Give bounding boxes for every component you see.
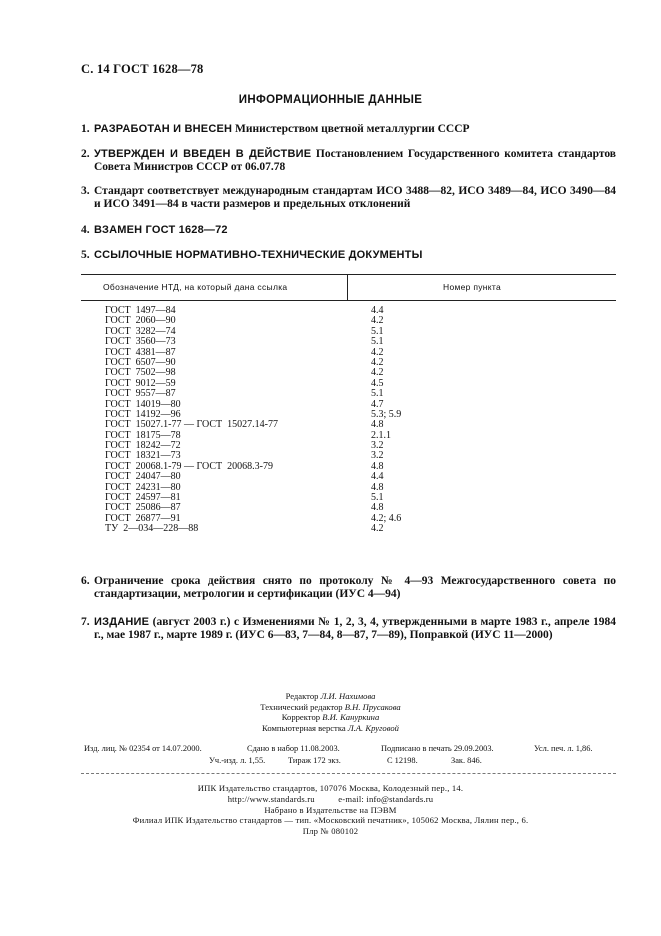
table-row [0, 379, 661, 389]
dashed-divider [81, 773, 616, 774]
clause-number: 5.1 [371, 388, 384, 400]
page-header: С. 14 ГОСТ 1628—78 [81, 62, 204, 76]
clause-number: 5.1 [371, 492, 384, 504]
clause-number: 4.8 [371, 481, 384, 493]
table-row [0, 441, 661, 451]
ntd-designation: ГОСТ 24047—80 [105, 471, 181, 483]
clause-number: 4.4 [371, 305, 384, 316]
table-row [0, 514, 661, 524]
printing-branch: Филиал ИПК Издательство стандартов — тип. «Московский печатник», 105062 Москва, Лялин пер., 6. [132, 815, 529, 826]
edu-sheets: Уч.-изд. л. 1,55. [209, 756, 266, 765]
clause-number: 4.8 [371, 502, 384, 514]
clause-number: 5.3; 5.9 [371, 408, 402, 420]
clause-number: 4.2 [371, 523, 384, 535]
table-row [0, 327, 661, 337]
table-row [0, 524, 661, 534]
clause-number: 4.2 [371, 367, 384, 379]
item-text: Стандарт соответствует международным стандартам ИСО 3488—82, ИСО 3489—84, ИСО 3490—84 и ИСО 3491—84 в части размеров и предельных отклонений [94, 185, 616, 210]
ntd-designation: ГОСТ 3282—74 [105, 325, 176, 337]
info-item-6 [81, 575, 616, 601]
credit-layout: Компьютерная верстка Л.А. Круговой [262, 722, 399, 733]
ntd-designation: ГОСТ 18321—73 [105, 450, 181, 462]
ntd-designation: ГОСТ 18242—72 [105, 440, 181, 452]
publisher-footer [0, 783, 661, 837]
ntd-designation: ТУ 2—034—228—88 [105, 523, 199, 535]
credits-block [0, 691, 661, 733]
table-row [0, 348, 661, 358]
ntd-designation: ГОСТ 2060—90 [105, 315, 176, 327]
table-row [0, 503, 661, 513]
item-text: ИЗДАНИЕ (август 2003 г.) с Изменениями № 1, 2, 3, 4, утвержденными в марте 1983 г., апреле 1984 г., мае 1987 г., марте 1989 г. (ИУС 6—83, 7—84, 8—87, 7—89), Поправкой (ИУС 11—2000) [94, 616, 616, 641]
clause-number: 4.8 [371, 419, 384, 431]
info-item-1 [81, 123, 616, 136]
ntd-designation: ГОСТ 15027.1-77 — ГОСТ 15027.14-77 [105, 419, 278, 431]
signed-date: Подписано в печать 29.09.2003. [381, 744, 494, 753]
typeset-note: Набрано в Издательстве на ПЭВМ [264, 804, 397, 815]
item-text: ССЫЛОЧНЫЕ НОРМАТИВНО-ТЕХНИЧЕСКИЕ ДОКУМЕНТЫ [94, 249, 423, 261]
item-number: 1. [81, 123, 90, 135]
ntd-designation: ГОСТ 4381—87 [105, 346, 176, 358]
table-row [0, 483, 661, 493]
ntd-designation: ГОСТ 24597—81 [105, 492, 181, 504]
item-number: 2. [81, 148, 90, 160]
circulation: Тираж 172 экз. [288, 756, 341, 765]
table-top-rule [81, 274, 616, 275]
clause-number: 4.2; 4.6 [371, 512, 402, 524]
table-row [0, 462, 661, 472]
info-item-7 [81, 616, 616, 642]
ntd-designation: ГОСТ 1497—84 [105, 305, 176, 316]
order-number: Зак. 846. [451, 756, 482, 765]
ntd-designation: ГОСТ 20068.1-79 — ГОСТ 20068.3-79 [105, 460, 273, 472]
ntd-designation: ГОСТ 18175—78 [105, 429, 181, 441]
publisher-address: ИПК Издательство стандартов, 107076 Москва, Колодезный пер., 14. [197, 783, 464, 793]
table-column-divider [347, 274, 348, 300]
table-row [0, 410, 661, 420]
table-row [0, 368, 661, 378]
table-row [0, 472, 661, 482]
item-text: УТВЕРЖДЕН И ВВЕДЕН В ДЕЙСТВИЕ Постановлением Государственного комитета стандартов Совета Министров СССР от 06.07.78 [94, 148, 616, 173]
ntd-designation: ГОСТ 9012—59 [105, 377, 176, 389]
table-row [0, 451, 661, 461]
table-row [0, 420, 661, 430]
table-row [0, 316, 661, 326]
table-row [0, 337, 661, 347]
clause-number: 2.1.1 [371, 429, 391, 441]
item-number: 6. [81, 575, 90, 587]
table-header-rule [81, 300, 616, 301]
credit-proofreader: Корректор В.И. Кануркина [281, 712, 380, 723]
ntd-designation: ГОСТ 9557—87 [105, 388, 176, 400]
clause-number: 4.8 [371, 460, 384, 472]
clause-number: 4.5 [371, 377, 384, 389]
item-text: Ограничение срока действия снято по протоколу № 4—93 Межгосударственного совета по стандартизации, метрологии и сертификации (ИУС 4—94) [94, 575, 616, 600]
info-item-4 [81, 224, 616, 237]
item-number: 7. [81, 616, 90, 628]
table-row [0, 493, 661, 503]
ntd-designation: ГОСТ 3560—73 [105, 336, 176, 348]
ntd-designation: ГОСТ 6507—90 [105, 356, 176, 368]
license-plr: Плр № 080102 [302, 826, 359, 837]
order-code: С 12198. [387, 756, 418, 765]
ntd-designation: ГОСТ 7502—98 [105, 367, 176, 379]
item-number: 3. [81, 185, 90, 197]
clause-number: 4.4 [371, 471, 384, 483]
ntd-designation: ГОСТ 26877—91 [105, 512, 181, 524]
table-row [0, 306, 661, 316]
table-header-clause: Номер пункта [443, 282, 502, 292]
table-header-document: Обозначение НТД, на который дана ссылка [103, 282, 288, 292]
item-text: РАЗРАБОТАН И ВНЕСЕН Министерством цветной металлургии СССР [94, 123, 470, 135]
table-row [0, 431, 661, 441]
clause-number: 4.2 [371, 315, 384, 327]
clause-number: 3.2 [371, 450, 384, 462]
clause-number: 4.2 [371, 346, 384, 358]
clause-number: 4.7 [371, 398, 384, 410]
clause-number: 4.2 [371, 356, 384, 368]
set-date: Сдано в набор 11.08.2003. [247, 744, 340, 753]
publisher-web-email: http://www.standards.ru e-mail: info@standards.ru [227, 793, 434, 804]
ntd-designation: ГОСТ 24231—80 [105, 481, 181, 493]
credit-editor: Редактор Л.И. Нахимова [285, 691, 376, 701]
table-row [0, 400, 661, 410]
section-title: ИНФОРМАЦИОННЫЕ ДАННЫЕ [238, 94, 423, 106]
license-number: Изд. лиц. № 02354 от 14.07.2000. [84, 744, 202, 753]
info-item-2 [81, 148, 616, 174]
print-sheets: Усл. печ. л. 1,86. [534, 744, 593, 753]
credit-tech-editor: Технический редактор В.Н. Прусакова [260, 701, 401, 712]
clause-number: 3.2 [371, 440, 384, 452]
reference-table-body [0, 306, 661, 535]
clause-number: 5.1 [371, 325, 384, 337]
info-item-5 [81, 249, 616, 262]
item-text: ВЗАМЕН ГОСТ 1628—72 [94, 224, 228, 236]
item-number: 4. [81, 224, 90, 236]
clause-number: 5.1 [371, 336, 384, 348]
ntd-designation: ГОСТ 25086—87 [105, 502, 181, 514]
ntd-designation: ГОСТ 14192—96 [105, 408, 181, 420]
table-row [0, 358, 661, 368]
table-row [0, 389, 661, 399]
item-number: 5. [81, 249, 90, 261]
ntd-designation: ГОСТ 14019—80 [105, 398, 181, 410]
info-item-3 [81, 185, 616, 211]
